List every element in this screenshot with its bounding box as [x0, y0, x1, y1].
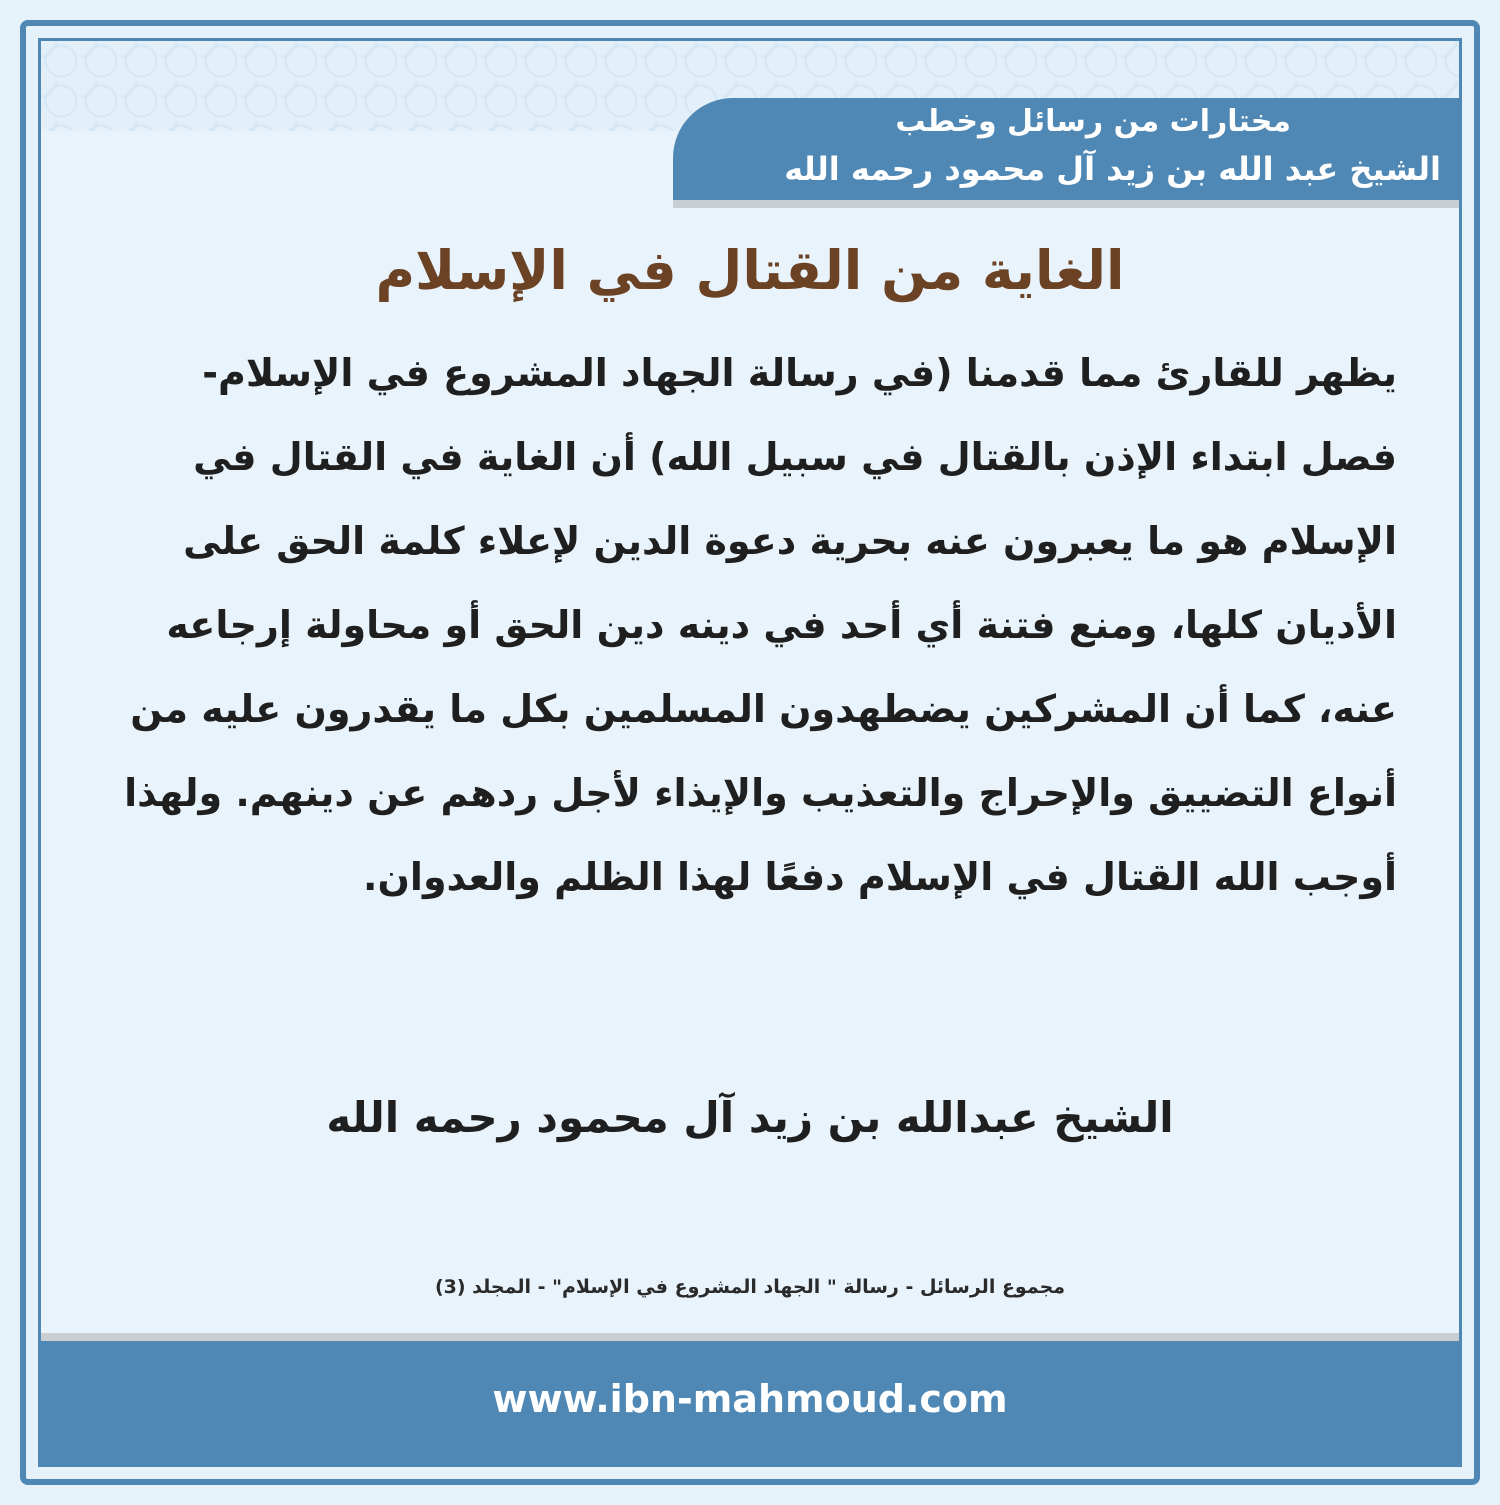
header-series-title: مختارات من رسائل وخطب [895, 104, 1291, 139]
body-paragraph: يظهر للقارئ مما قدمنا (في رسالة الجهاد المشروع في الإسلام- فصل ابتداء الإذن بالقتال في سبيل الله) أن الغاية في القتال في الإسلام هو ما يعبرون عنه بحرية دعوة الدين لإعلاء كلمة الحق على الأديان كلها، ومنع فتنة أي أحد في دينه دين الحق أو محاولة إرجاعه عنه، كما أن المشركين يضطهدون المسلمين بكل ما يقدرون عليه من أنواع التضييق والإحراج والتعذيب والإيذاء لأجل ردهم عن دينهم. ولهذا أوجب الله القتال في الإسلام دفعًا لهذا الظلم والعدوان. [124, 351, 1397, 899]
header-author: الشيخ عبد الله بن زيد آل محمود رحمه الله [784, 150, 1441, 188]
footer-divider [41, 1333, 1459, 1341]
page-title: الغاية من القتال في الإسلام [375, 239, 1125, 302]
source-citation: مجموع الرسائل - رسالة " الجهاد المشروع في الإسلام" - المجلد (3) [434, 1276, 1066, 1298]
header-band [673, 98, 1459, 208]
card [38, 38, 1462, 1467]
author-signature: الشيخ عبدالله بن زيد آل محمود رحمه الله [326, 1093, 1174, 1142]
website-link[interactable]: www.ibn-mahmoud.com [492, 1377, 1008, 1421]
footer-band [41, 1341, 1459, 1467]
